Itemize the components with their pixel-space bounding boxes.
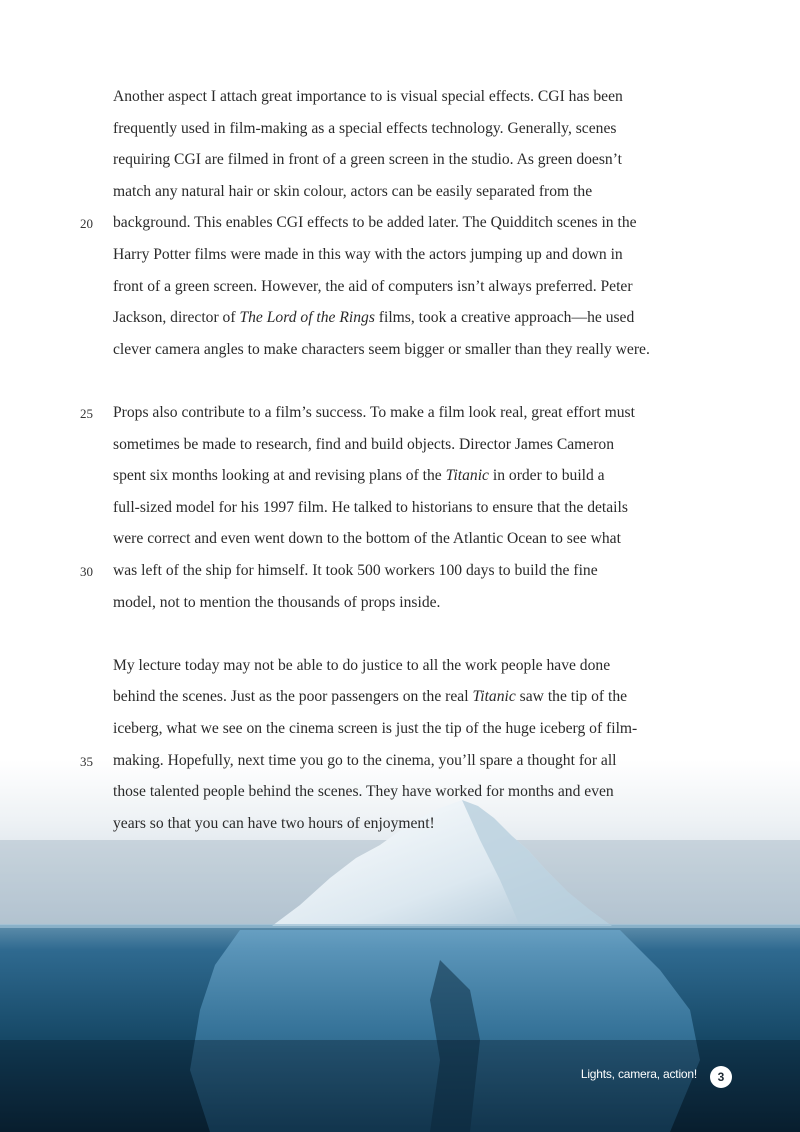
text-line [113, 719, 693, 739]
italic-title: Titanic [472, 688, 516, 706]
text-span: in order to build a [488, 467, 605, 485]
text-span: match any natural hair or skin colour, actors can be easily separated from the [113, 182, 593, 200]
text-span: behind the scenes. Just as the poor passengers on the real [113, 688, 473, 706]
text-line [113, 87, 693, 107]
text-line [113, 529, 693, 549]
text-line [113, 308, 693, 328]
text-span: iceberg, what we see on the cinema screen is just the tip of the huge iceberg of film- [113, 720, 638, 737]
line-number: 30 [80, 564, 93, 579]
text-span: clever camera angles to make characters seem bigger or smaller than they really were. [113, 340, 650, 358]
text-span: requiring CGI are filmed in front of a green screen in the studio. As green doesn’t [113, 151, 622, 169]
text-span: making. Hopefully, next time you go to the cinema, you’ll spare a thought for all [113, 751, 617, 769]
page-number-badge: 3 [710, 1066, 732, 1088]
text-line [113, 150, 693, 170]
text-span: spent six months looking at and revising plans of the [113, 467, 446, 485]
italic-title: Titanic [445, 467, 489, 485]
text-span: Props also contribute to a film’s success. To make a film look real, great effort must [113, 404, 635, 421]
text-line [113, 213, 693, 233]
text-span: years so that you can have two hours of enjoyment! [113, 814, 435, 832]
text-span: was left of the ship for himself. It took 500 workers 100 days to build the fine [113, 562, 598, 579]
text-span: those talented people behind the scenes. They have worked for months and even [113, 783, 614, 801]
text-span: Jackson, director of [113, 309, 240, 327]
text-line [113, 687, 693, 707]
text-line [113, 245, 693, 265]
text-line [113, 751, 693, 771]
running-footer-title: Lights, camera, action! [580, 1067, 697, 1081]
text-line [113, 656, 693, 676]
text-line [113, 277, 693, 297]
text-span: were correct and even went down to the bottom of the Atlantic Ocean to see what [113, 530, 621, 548]
text-line [113, 561, 693, 581]
line-number: 20 [80, 216, 93, 232]
line-number: 25 [80, 406, 93, 421]
text-span: Another aspect I attach great importance to is visual special effects. CGI has been [113, 88, 623, 105]
text-span: front of a green screen. However, the aid of computers isn’t always preferred. Peter [113, 277, 633, 295]
text-span: saw the tip of the [515, 688, 628, 706]
italic-title: The Lord of the Rings [239, 309, 375, 327]
text-line [113, 340, 693, 360]
text-line [113, 466, 693, 486]
text-line [113, 593, 693, 613]
text-line [113, 814, 693, 834]
text-span: background. This enables CGI effects to be added later. The Quidditch scenes in the [113, 214, 637, 232]
text-span: Harry Potter films were made in this way with the actors jumping up and down in [113, 246, 623, 263]
text-line [113, 435, 693, 455]
text-line [113, 182, 693, 202]
text-span: model, not to mention the thousands of props inside. [113, 593, 441, 611]
text-span: films, took a creative approach—he used [374, 309, 635, 327]
text-span: frequently used in film-making as a special effects technology. Generally, scenes [113, 119, 617, 137]
text-line [113, 782, 693, 802]
text-span: full-sized model for his 1997 film. He talked to historians to ensure that the details [113, 498, 628, 516]
text-line [113, 498, 693, 518]
text-span: My lecture today may not be able to do justice to all the work people have done [113, 656, 611, 674]
line-number: 35 [80, 753, 93, 769]
text-line [113, 119, 693, 139]
text-line [113, 403, 693, 423]
text-span: sometimes be made to research, find and build objects. Director James Cameron [113, 435, 615, 453]
